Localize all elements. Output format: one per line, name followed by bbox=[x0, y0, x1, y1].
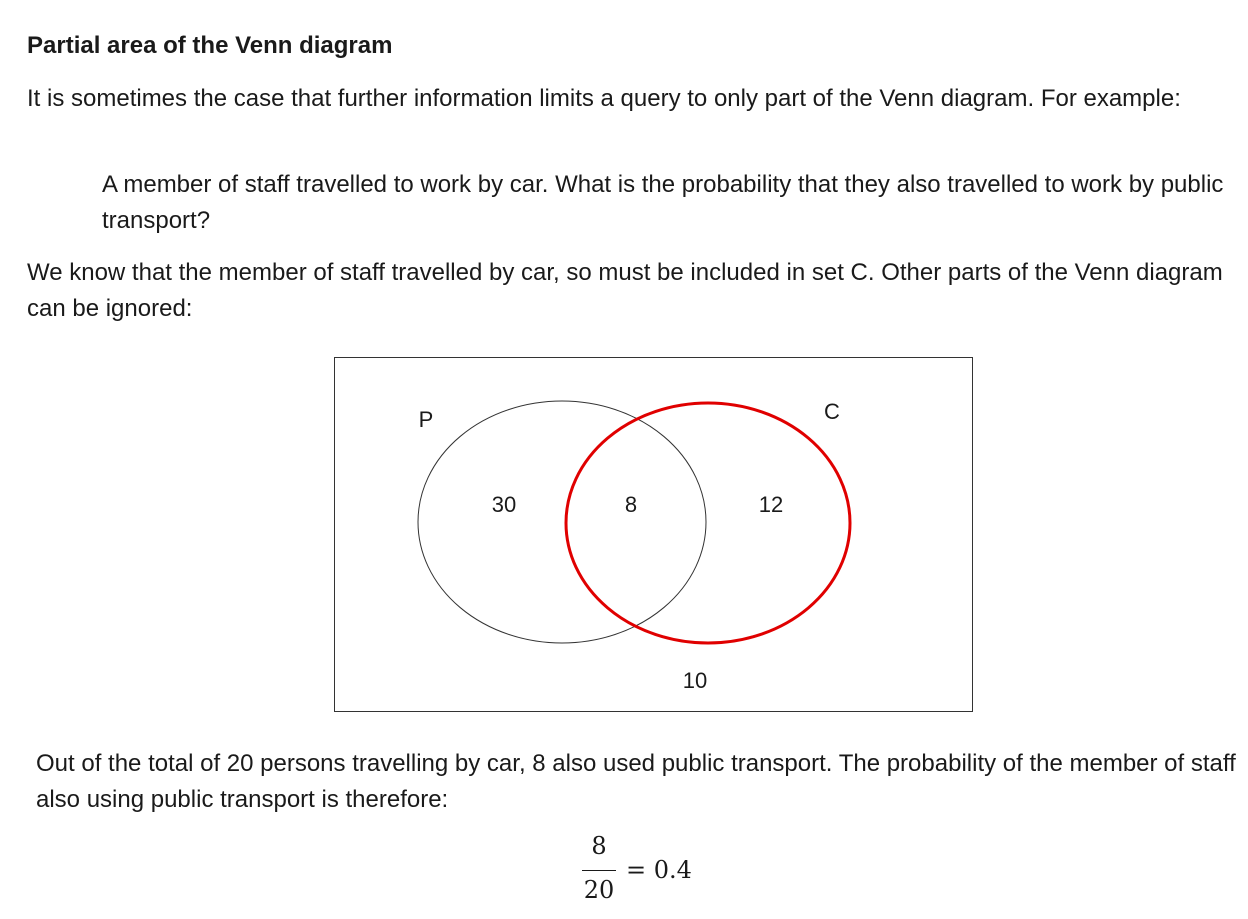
venn-diagram bbox=[334, 357, 973, 712]
set-c-circle bbox=[566, 403, 850, 643]
page-heading: Partial area of the Venn diagram bbox=[27, 32, 393, 59]
formula-result: = 0.4 bbox=[626, 856, 692, 884]
conclusion-paragraph: Out of the total of 20 persons travelling by car, 8 also used public transport. The probability of the member of staff also using public transport is therefore: bbox=[36, 750, 1236, 813]
intro-paragraph: It is sometimes the case that further information limits a query to only part of the Venn diagram. For example: bbox=[27, 85, 1181, 112]
region-outside-value: 10 bbox=[682, 668, 708, 693]
fraction-denominator: 20 bbox=[583, 876, 615, 904]
explanation-paragraph: We know that the member of staff travelled by car, so must be included in set C. Other parts of the Venn diagram can be ignored: bbox=[27, 259, 1223, 322]
question-paragraph: A member of staff travelled to work by car. What is the probability that they also travelled to work by public transport? bbox=[102, 171, 1224, 234]
set-p-circle bbox=[418, 401, 706, 643]
set-c-label: C bbox=[824, 399, 840, 424]
set-p-label: P bbox=[418, 407, 434, 432]
region-both-value: 8 bbox=[624, 492, 638, 517]
region-only-p-value: 30 bbox=[491, 492, 517, 517]
fraction-bar bbox=[582, 870, 616, 871]
fraction-numerator: 8 bbox=[591, 832, 607, 860]
region-only-c-value: 12 bbox=[758, 492, 784, 517]
probability-formula bbox=[580, 832, 740, 912]
